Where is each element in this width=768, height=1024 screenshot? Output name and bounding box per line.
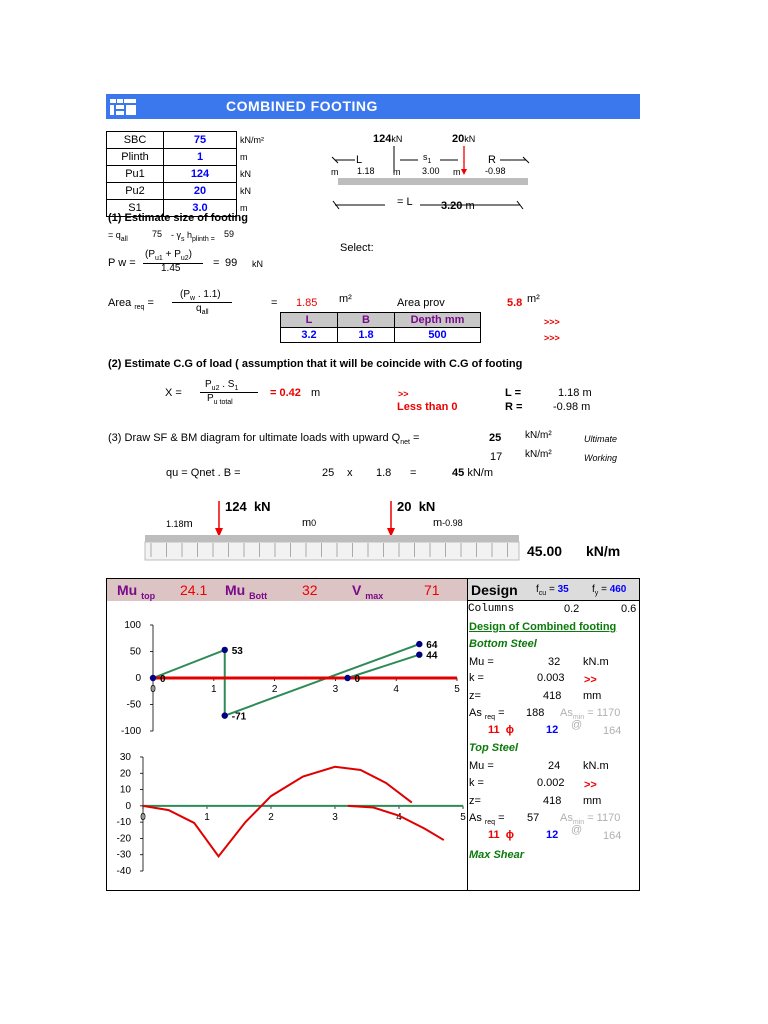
mu-bott-label: Mu $_{Bott}$ (225, 582, 268, 601)
sf-data-label: 0 (160, 674, 166, 685)
x-tick-label: 1 (204, 811, 210, 823)
cg-L-val: 1.18 m (558, 387, 592, 399)
panel-divider (467, 579, 468, 890)
bottom-k-arrows: >> (584, 674, 597, 686)
input-unit: m (240, 203, 248, 213)
udl-val: 45.00 (527, 543, 563, 559)
beam-diagram (143, 497, 523, 567)
input-label: Pu1 (107, 166, 164, 183)
area-prov-label: Area prov (397, 297, 445, 309)
vmax-label: V $_{max}$ (352, 582, 384, 601)
y-tick-label: 10 (119, 784, 131, 796)
beam-right: m-0.98 (433, 517, 463, 529)
input-label: S1 (107, 200, 164, 217)
sketch-S1: $s_1$ (423, 152, 432, 165)
qu-a: 25 (322, 467, 335, 479)
y-tick-label: 100 (124, 620, 141, 631)
x-tick-label: 4 (396, 811, 402, 823)
qnet-ult: 25 (489, 432, 502, 444)
title-bar (106, 94, 640, 119)
input-value-pu1[interactable]: 124 (164, 166, 237, 183)
top-at: @ (571, 824, 583, 836)
sketch-load2: 20kN (452, 133, 476, 145)
shear-force-chart (115, 617, 465, 737)
top-k-val: 0.002 (537, 777, 565, 789)
size-head-depth: Depth mm (395, 313, 481, 328)
x-tick-label: 1 (211, 684, 217, 695)
top-asmin: $As_{min} = 1170$ (560, 812, 621, 827)
pw-den: 1.45 (161, 263, 181, 274)
input-value-plinth[interactable]: 1 (164, 149, 237, 166)
top-z-label: z= (469, 795, 481, 807)
x-tick-label: 0 (140, 811, 146, 823)
x-den: $P_{u total}$ (207, 393, 233, 406)
input-value-s1[interactable]: 3.0 (164, 200, 237, 217)
beam-load1: 124 kN (225, 499, 271, 514)
bottom-z-label: z= (469, 690, 481, 702)
x-num: $P_{u2}$ . $S_1$ (205, 379, 239, 392)
sketch-left-m: m (331, 167, 339, 177)
top-spacing: 164 (603, 830, 622, 842)
bottom-as: As $_{req}$ = (469, 707, 505, 722)
area-eq: = (271, 297, 278, 309)
sf-data-point (344, 675, 350, 681)
warn-arrows: >> (398, 389, 409, 399)
page-title: COMBINED FOOTING (226, 98, 378, 114)
bottom-k-label: k = (469, 672, 484, 684)
fy: $f_y = 460$ (592, 584, 627, 597)
x-tick-label: 2 (268, 811, 274, 823)
y-tick-label: -100 (120, 726, 141, 737)
y-tick-label: 30 (119, 752, 131, 763)
top-dia: 12 (546, 829, 559, 841)
sf-data-point (222, 712, 228, 718)
sf-data-point (150, 675, 156, 681)
sketch-s1-val: 3.00 (422, 166, 440, 176)
qall-formula: - $\gamma_s$ $h_{plinth =}$ (171, 230, 215, 243)
work-label: Working (584, 453, 618, 463)
arrows-1: >>> (544, 317, 560, 327)
fcu: $f_{cu} = 35$ (536, 584, 569, 597)
pw-lhs: P w = (108, 257, 136, 269)
select-label: Select: (340, 242, 374, 254)
top-mu-val: 24 (548, 760, 561, 772)
y-tick-label: -30 (116, 849, 131, 861)
input-row-plinth (107, 149, 277, 166)
input-value-sbc[interactable]: 75 (164, 132, 237, 149)
x-unit: m (311, 387, 321, 399)
logo-icon (108, 96, 138, 117)
y-tick-label: 0 (135, 673, 141, 684)
sketch-right-m: m (453, 167, 461, 177)
qall-val: 59 (224, 229, 235, 239)
area-prov-val: 5.8 (507, 297, 523, 309)
input-label: SBC (107, 132, 164, 149)
input-unit: kN (240, 186, 251, 196)
qall-sbc: 75 (152, 229, 163, 239)
bottom-z-val: 418 (543, 690, 562, 702)
columns-label: Columns (468, 603, 515, 615)
y-tick-label: 0 (125, 800, 131, 812)
sketch-total-label: = L (397, 196, 413, 208)
bending-moment-curve (143, 767, 412, 857)
input-table (106, 131, 277, 217)
input-unit: m (240, 152, 248, 162)
bottom-steel-title: Bottom Steel (469, 638, 537, 650)
sketch-L: L (356, 154, 363, 166)
bottom-as-val: 188 (526, 707, 545, 719)
sketch-right-val: -0.98 (485, 166, 506, 176)
top-steel-title: Top Steel (469, 742, 519, 754)
warn-text: Less than 0 (397, 401, 458, 413)
x-lhs: X = (165, 387, 182, 399)
input-unit: kN/m² (240, 135, 264, 145)
design-title: Design of Combined footing (469, 621, 617, 633)
input-label: Plinth (107, 149, 164, 166)
col1: 0.2 (564, 603, 580, 615)
top-z-unit: mm (583, 795, 602, 807)
area-num: ($P_w$ . 1.1) (180, 289, 221, 302)
qall-lhs: = $q_{all}$ (108, 230, 128, 243)
bottom-k-val: 0.003 (537, 672, 565, 684)
bottom-mu-label: Mu = (469, 656, 494, 668)
sf-data-point (416, 651, 422, 657)
col2: 0.6 (621, 603, 637, 615)
sketch-total: 3.20 m (441, 200, 475, 212)
top-bars: 11 ϕ (488, 829, 515, 841)
top-k-label: k = (469, 777, 484, 789)
qu-result: 45 kN/m (452, 467, 493, 479)
mu-top-val: 24.1 (180, 582, 208, 598)
bottom-at: @ (571, 719, 583, 731)
sf-data-point (416, 641, 422, 647)
top-mu-label: Mu = (469, 760, 494, 772)
sketch-load1: 124kN (373, 133, 403, 145)
step1-heading: (1) Estimate size of footing (108, 212, 248, 224)
qnet-ult-unit: kN/m² (525, 430, 552, 441)
bottom-z-unit: mm (583, 690, 602, 702)
bottom-spacing: 164 (603, 725, 622, 737)
moment-summary-bar (107, 579, 467, 601)
arrows-2: >>> (544, 333, 560, 343)
y-tick-label: -10 (116, 817, 131, 829)
sf-data-label: 44 (426, 650, 438, 662)
step3-heading: (3) Draw SF & BM diagram for ultimate loads with upward $Q_{net}$ = (108, 432, 420, 447)
bottom-mu-val: 32 (548, 656, 561, 668)
x-val: = 0.42 (270, 387, 301, 399)
cg-L-label: L = (505, 387, 522, 399)
bottom-mu-unit: kN.m (583, 656, 609, 668)
mu-bott-val: 32 (302, 582, 318, 598)
y-tick-label: -50 (126, 699, 141, 711)
pw-unit: kN (252, 259, 263, 269)
size-B[interactable]: 1.8 (338, 328, 395, 343)
x-tick-label: 3 (332, 811, 338, 823)
input-value-pu2[interactable]: 20 (164, 183, 237, 200)
bottom-asmin: $As_{min} = 1170$ (560, 707, 621, 722)
top-k-arrows: >> (584, 779, 597, 791)
pw-val: 99 (225, 257, 238, 269)
ult-label: Ultimate (584, 434, 618, 444)
input-row-pu1 (107, 166, 277, 183)
sketch-mid-m: m (393, 167, 401, 177)
area-den: $q_{all}$ (196, 303, 209, 316)
area-val: 1.85 (296, 297, 318, 309)
design-header (468, 579, 639, 601)
sf-data-label: 64 (426, 640, 438, 652)
shear-force-line (153, 644, 419, 716)
top-as-val: 57 (527, 812, 540, 824)
area-lhs: Area $_{req}$ = (108, 297, 154, 312)
bottom-dia: 12 (546, 724, 559, 736)
top-mu-unit: kN.m (583, 760, 609, 772)
sf-data-label: 53 (231, 645, 243, 657)
beam-load2: 20 kN (397, 499, 436, 514)
x-tick-label: 0 (150, 684, 156, 695)
size-depth[interactable]: 500 (395, 328, 481, 343)
sf-data-label: -71 (231, 711, 247, 723)
qnet-work-unit: kN/m² (525, 449, 552, 460)
beam-mid: m0 (302, 517, 317, 529)
qu-lhs: qu = Qnet . B = (166, 467, 241, 479)
y-tick-label: 20 (119, 768, 131, 780)
top-as: As $_{req}$ = (469, 812, 505, 827)
x-tick-label: 5 (460, 811, 466, 823)
max-shear-title: Max Shear (469, 849, 525, 861)
step2-heading: (2) Estimate C.G of load ( assumption that it will be coincide with C.G of footing (108, 358, 523, 370)
x-tick-label: 3 (332, 684, 339, 695)
sketch-R: R (488, 154, 496, 166)
x-tick-label: 5 (454, 684, 460, 695)
size-head-L: L (281, 313, 338, 328)
size-L[interactable]: 3.2 (281, 328, 338, 343)
pw-eq: = (213, 257, 220, 269)
area-unit: m² (339, 293, 352, 305)
y-tick-label: -20 (116, 833, 131, 845)
area-prov-unit: m² (527, 293, 540, 305)
x-tick-label: 2 (271, 684, 278, 695)
sf-data-label: 0 (354, 674, 361, 685)
size-head-B: B (338, 313, 395, 328)
sf-data-point (222, 647, 228, 653)
qu-x: x (347, 467, 353, 479)
cg-R-label: R = (505, 401, 523, 413)
y-tick-label: 50 (129, 646, 141, 658)
input-row-sbc (107, 132, 277, 149)
input-unit: kN (240, 169, 251, 179)
input-label: Pu2 (107, 183, 164, 200)
udl-unit: kN/m (586, 543, 621, 559)
sketch-left-val: 1.18 (357, 166, 375, 176)
top-z-val: 418 (543, 795, 562, 807)
x-tick-label: 4 (393, 684, 399, 695)
qu-eq: = (410, 467, 417, 479)
mu-top-label: Mu $_{top}$ (117, 582, 156, 601)
pw-num: $(P_{u1} + P_{u2})$ (145, 249, 193, 262)
cg-R-val: -0.98 m (553, 401, 591, 413)
vmax-val: 71 (424, 582, 440, 598)
y-tick-label: -40 (116, 866, 131, 877)
input-row-pu2 (107, 183, 277, 200)
beam-left-dim: 1.18m (166, 518, 193, 530)
design-label: Design (471, 582, 518, 598)
qu-b: 1.8 (376, 467, 392, 479)
size-table (280, 312, 481, 343)
bending-moment-chart (115, 749, 465, 879)
bottom-bars: 11 ϕ (488, 724, 515, 736)
qnet-work: 17 (490, 451, 503, 463)
